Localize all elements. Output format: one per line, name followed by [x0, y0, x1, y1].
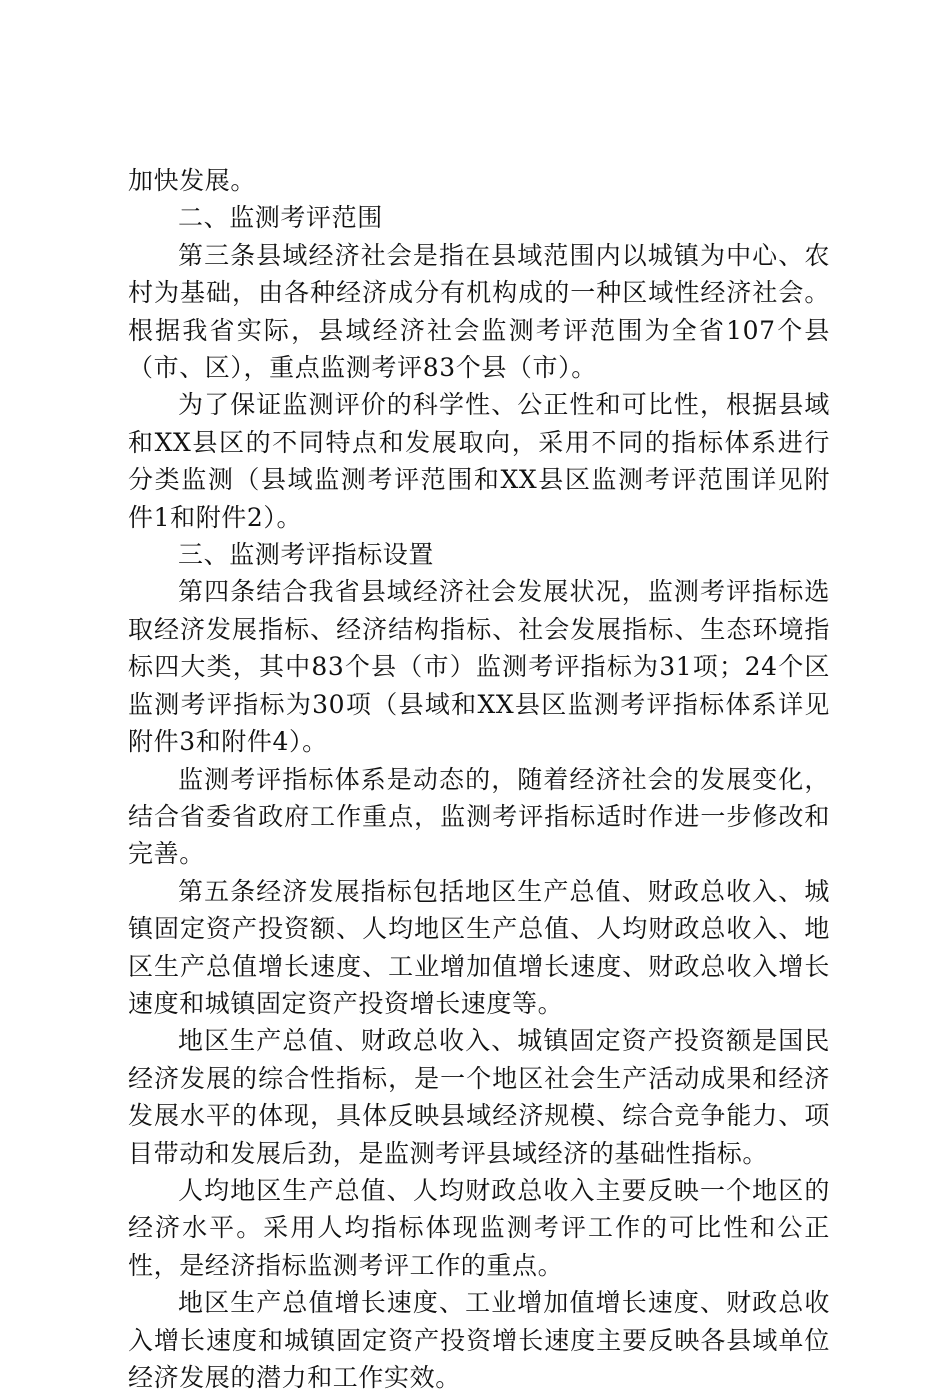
section-heading-scope: 二、监测考评范围: [178, 203, 383, 233]
paragraph-continuation: 加快发展。: [128, 166, 257, 195]
paragraph-classification: 为了保证监测评价的科学性、公正性和可比性，根据县域和XX县区的不同特点和发展取向，采用不同的指标体系进行分类监测（县域监测考评范围和XX县区监测考评范围详见附件1和附件2）。: [128, 390, 830, 532]
paragraph-article-3: 第三条县域经济社会是指在县域范围内以城镇为中心、农村为基础，由各种经济成分有机构成的一种区域性经济社会。根据我省实际，县域经济社会监测考评范围为全省107个县（市、区），重点监测考评83个县（市）。: [128, 240, 830, 383]
section-heading-indicators: 三、监测考评指标设置: [178, 540, 435, 570]
paragraph-per-capita: 人均地区生产总值、人均财政总收入主要反映一个地区的经济水平。采用人均指标体现监测考评工作的可比性和公正性，是经济指标监测考评工作的重点。: [128, 1175, 830, 1280]
document-page: [128, 162, 830, 1396]
paragraph-growth-rates: 地区生产总值增长速度、工业增加值增长速度、财政总收入增长速度和城镇固定资产投资增长速度主要反映各县域单位经济发展的潜力和工作实效。: [128, 1288, 830, 1392]
paragraph-article-5: 第五条经济发展指标包括地区生产总值、财政总收入、城镇固定资产投资额、人均地区生产总值、人均财政总收入、地区生产总值增长速度、工业增加值增长速度、财政总收入增长速度和城镇固定资产投资增长速度等。: [128, 876, 830, 1018]
paragraph-article-4: 第四条结合我省县域经济社会发展状况，监测考评指标选取经济发展指标、经济结构指标、社会发展指标、生态环境指标四大类，其中83个县（市）监测考评指标为31项；24个区监测考评指标为30项（县域和XX县区监测考评指标体系详见附件3和附件4）。: [128, 577, 830, 757]
paragraph-dynamic-system: 监测考评指标体系是动态的，随着经济社会的发展变化，结合省委省政府工作重点，监测考评指标适时作进一步修改和完善。: [128, 764, 830, 869]
paragraph-gdp-indicators: 地区生产总值、财政总收入、城镇固定资产投资额是国民经济发展的综合性指标，是一个地区社会生产活动成果和经济发展水平的体现，具体反映县域经济规模、综合竞争能力、项目带动和发展后劲，是监测考评县域经济的基础性指标。: [128, 1026, 830, 1168]
